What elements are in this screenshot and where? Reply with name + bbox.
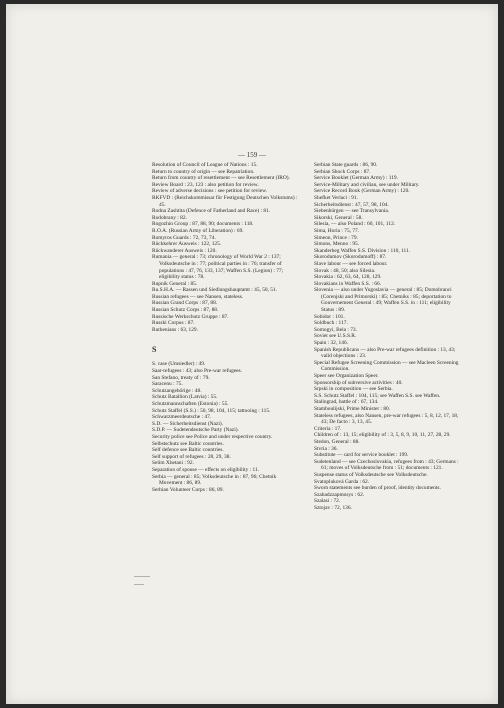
index-entry: Somogyi, Bela : 73. [314,326,357,333]
index-entry: Spanish Republicans — also Pre-war refugees definition : 13, 43; valid objections : 23. [314,346,456,360]
index-entry: Selim Xhetani : 92. [152,460,194,467]
index-entry: Stvria : 36. [314,445,338,452]
index-entry: Sima, Horia : 75, 77. [314,227,360,234]
index-entry: Rumania — general : 73; chronology of World War 2 : 137; Volksdeutsche in : 77; political parties in : 76; transfer of populations : 47, 76, 133, 137; Waffen S.S. (Legion) : 77; eligibility status : 78. [152,254,284,281]
index-entry: Slovakia : 62, 63, 64, 128, 129. [314,274,382,281]
index-entry: S. case (Umsiedler) : 49. [152,361,206,368]
index-entry: Schutzangehörige : 48. [152,387,202,394]
index-entry: Service Record Book (German Army) : 120. [314,188,410,195]
index-entry: Romyros Guards : 72, 73, 74. [152,234,216,241]
index-entry: Skanderbeg Waffen S.S. Division : 110, 111. [314,247,411,254]
index-entry: Saar-refugees : 43; also Pre-war refugees. [152,368,242,375]
index-entry: Russki Corpus : 87. [152,320,195,327]
index-entry: Rodna Zashtita (Defence of Fatherland and Race) : 81. [152,208,271,215]
index-entry: Suspense status of Volksdeutsche see Volksdeutsche. [314,471,428,478]
index-entry: Sicherheitsdienst : 47, 57, 98, 104. [314,201,389,208]
index-entry: Sudetenland — see Czechoslovakia, refugees from : 43; Germans : 61; moves of Volksdeutsche from : 51; documents : 121. [314,458,459,472]
index-entry: Rupnik General : 85. [152,280,198,287]
index-entry: Ru.S.H.A. — Rassen und Siedlungshauptamt : 45, 50, 51. [152,287,278,294]
index-entry: Srpski in composition — see Serbia. [314,386,393,393]
index-entry: Serbian Shock Corps : 87. [314,168,371,175]
index-entry: Serbia — general : 85; Volksdeutsche in : 87, 96; Chetnik Movement : 86, 89. [152,473,277,487]
index-entry: Svatopluková Garda : 62. [314,478,370,485]
margin-mark [134,576,150,577]
index-entries-top [152,162,300,333]
index-entry: Slave labour — see forced labour. [314,260,388,267]
index-entry: Sobidor : 101. [314,313,345,320]
index-entry: Siebenbürgen — see Transylvania. [314,208,390,215]
page-number: — 159 — [238,151,266,159]
index-column-left [152,162,300,493]
index-entry: Russische Werkschutz Gruppe : 87. [152,313,229,320]
index-entry: Speer see Organization Speer. [314,373,379,379]
index-entry: Service-Military and civilian, see under Military. [314,181,420,188]
index-entry: Sikorski, General : 58. [314,214,363,221]
index-entry: R.O.A. (Russian Army of Liberation) : 69. [152,227,244,234]
index-entry: Skorodumov (Skorodumoff) : 87. [314,254,387,261]
index-entry: Simeon, Prince : 79. [314,234,358,241]
margin-mark [134,584,144,585]
index-entry: Shefket Verlaci : 91. [314,194,358,201]
index-entry: San Stefano, treaty of : 79. [152,374,210,381]
index-entry: Children of : 13, 15; eligibility of : 3, 5, 8, 9, 10, 11, 27, 28, 29. [314,432,451,439]
index-entry: Selbstschutz see Baltic countries. [152,440,224,447]
index-entry: Simons, Menno : 95. [314,241,360,248]
index-entry: Stateless refugees, also Nansen, pre-war refugees : 5, 8, 12, 17, 18, 43; De facto : 3, 13, 45. [314,412,459,426]
index-entry: Serbian Volunteer Corps : 86, 89. [152,486,224,493]
index-entry: S.D.P. — Sudetendeutsche Party (Nazi). [152,427,239,434]
index-entries-bottom [152,361,300,493]
index-entry: Return to country of origin — see Repatriation. [152,168,255,175]
index-entry: Rodobrany : 82. [152,214,187,221]
index-entry: Schutzmannschaften (Estonia) : 55. [152,401,229,407]
index-entry: Special Refugee Screening Commission — see Macleen Screening Commission. [314,359,459,373]
index-entry: Security police see Police and under respective country. [152,433,273,440]
index-entry: Schutz Batallion (Latvia) : 55. [152,394,218,401]
index-entry: Soviet see U.S.S.R. [314,333,357,340]
index-entry: Stalingrad, battle of : 67, 134. [314,399,379,406]
section-letter: S [152,345,157,355]
index-entry: S.D. — Sicherheitsdienst (Nazi). [152,420,223,427]
index-entry: Szabadzzapmosys : 62. [314,491,365,498]
index-entry: Saracenu : 75. [152,381,183,388]
index-entry: RKFVD : (Reichskommissar für Festigung Deutschen Volkstums) : 45. [152,194,298,208]
index-entry: Self defence see Baltic countries. [152,447,224,454]
index-entry: Sworn statements see burden of proof, identity documents. [314,485,441,492]
index-entry: Sztojav : 72, 136. [314,504,352,511]
index-entry: Return from country of resettlement — see Resettlement (IRO). [152,175,290,182]
index-entry: Criteria : 17. [314,425,342,432]
index-entry: Review of adverse decisions : see petition for review. [152,188,268,195]
index-entry: Stedon, General : 88. [314,438,360,445]
index-entry: Self support of refugees : 28, 29, 38. [152,453,231,460]
index-entry: Ruthenians : 63, 129. [152,326,198,333]
index-entry: Soldbuch : 117. [314,320,348,327]
index-entry: Serbian State guards : 86, 90. [314,162,378,168]
index-entry: Slovakians in Waffen S.S. : 66. [314,280,382,287]
index-entry: Russian refugees — see Nansen, stateless. [152,293,244,300]
index-entry: Slovenia — also under Yugoslavia — general : 85; Domobranci (Corenjski and Primorski) : 85; Chetniks : 85; deportation to Gouvernement General : 49; Waffen S.S. in : 111; eligibility Status : 89. [314,287,452,314]
index-entry: Rückkehrer Ausweis : 122, 125. [152,241,222,248]
index-entry: S.S. Schutz Staffel : 104, 115; see Waffen S.S. see Waffen. [314,392,441,399]
index-entry: Resolution of Council of League of Nations : 15. [152,162,258,168]
index-entry: Service Booklet (German Army) : 119. [314,175,398,182]
index-entry: Sponsorship of subversive activities : 40. [314,379,403,386]
index-entry: Silesia, — also Poland : 60, 101, 112. [314,221,396,228]
index-entry: Spain : 32, 146. [314,340,348,347]
index-entry: Russian Schutz Corps : 87, 88. [152,307,219,314]
index-entry: Schutz Staffel (S.S.) : 50, 98, 104, 115; tattooing : 115. [152,407,271,414]
index-entry: Rückwanderer Ausweis : 120. [152,247,217,254]
index-entry: Slovak : 48, 50; also Silesia. [314,267,376,274]
index-entry: Separation of spouse — effects on eligibility : 11. [152,466,260,473]
index-entry: Rogozhin Group : 87, 88, 90; documents : 118. [152,221,254,228]
index-entry: Review Board : 23, 123 : also petition for review. [152,181,259,188]
index-entries-right [314,162,464,511]
index-entry: Substitute — card for service booklet : 199. [314,452,409,459]
index-column-right [314,162,464,511]
index-entry: Szalasi : 72. [314,498,341,505]
index-entry: Schwarzmeerdeutsche : 47. [152,414,212,421]
index-entry: Russian Grand Corps : 87, 88. [152,300,218,307]
document-page [6,4,498,704]
index-entry: Stamboulijski, Prime Minister : 80. [314,405,391,412]
